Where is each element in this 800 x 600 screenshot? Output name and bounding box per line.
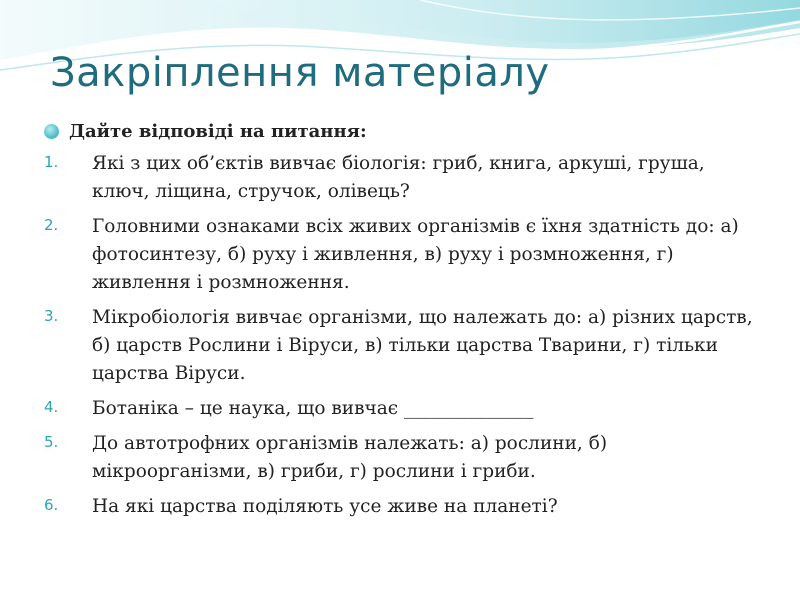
list-item: [44, 150, 764, 206]
list-item: [44, 430, 764, 486]
slide-title: Закріплення матеріалу: [50, 50, 550, 96]
question-text: На які царства поділяють усе живе на планеті?: [92, 496, 558, 517]
list-item: [44, 395, 764, 423]
list-item: [44, 213, 764, 297]
intro-text: Дайте відповіді на питання:: [69, 120, 367, 142]
item-number: 6.: [44, 496, 59, 514]
item-number: 1.: [44, 153, 59, 171]
question-text: Ботаніка – це наука, що вивчає ______________: [92, 398, 534, 419]
list-item: [44, 304, 764, 388]
item-number: 2.: [44, 216, 59, 234]
question-text: Головними ознаками всіх живих організмів є їхня здатність до: а) фотосинтезу, б) руху і живлення, в) руху і розмноження, г) живлення і розмноження.: [92, 216, 739, 293]
item-number: 3.: [44, 307, 59, 325]
bullet-circle-icon: [44, 124, 59, 139]
questions-list: [44, 150, 764, 521]
item-number: 5.: [44, 433, 59, 451]
item-number: 4.: [44, 398, 59, 416]
slide-content: [44, 116, 764, 528]
question-text: Мікробіологія вивчає організми, що належать до: а) різних царств, б) царств Рослини і Віруси, в) тільки царства Тварини, г) тільки царства Віруси.: [92, 307, 753, 384]
list-item: [44, 493, 764, 521]
intro-line: [44, 116, 764, 146]
question-text: Які з цих об’єктів вивчає біологія: гриб, книга, аркуші, груша, ключ, ліщина, стручок, олівець?: [92, 153, 705, 202]
question-text: До автотрофних організмів належать: а) рослини, б) мікроорганізми, в) гриби, г) рослини і гриби.: [92, 433, 608, 482]
